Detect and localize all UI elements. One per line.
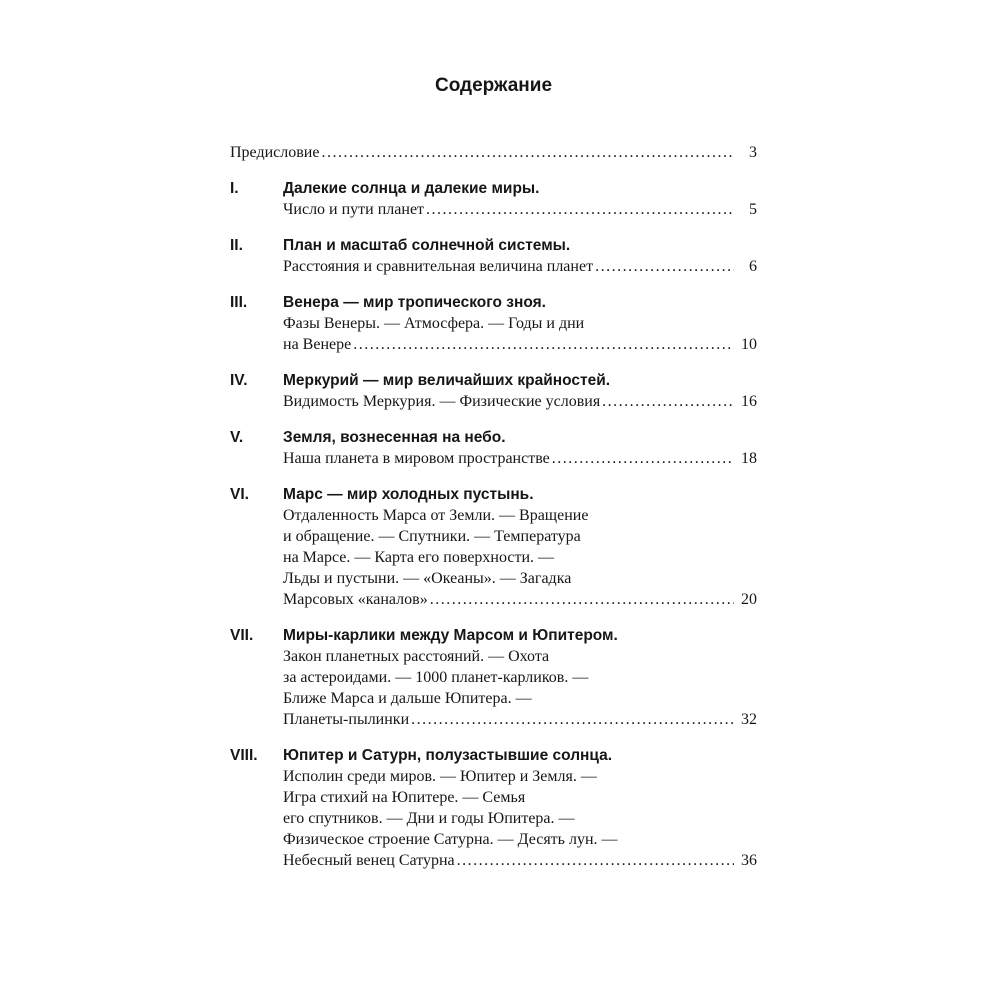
toc-line (283, 505, 757, 526)
dot-leader (457, 850, 734, 871)
chapter-title: План и масштаб солнечной системы. (283, 237, 571, 254)
toc-line (283, 829, 757, 850)
dot-leader (552, 448, 734, 469)
page-number: 32 (741, 711, 757, 728)
toc-line-text: на Венере (283, 336, 352, 353)
chapter-numeral: V. (230, 429, 244, 446)
page-title: Содержание (434, 75, 553, 96)
page-number: 36 (741, 852, 757, 869)
toc-line-text: Льды и пустыни. — «Океаны». — Загадка (283, 570, 572, 587)
toc-line-text: Ближе Марса и дальше Юпитера. — (283, 690, 532, 707)
toc-entry-4 (230, 370, 757, 412)
toc-line-text: Небесный венец Сатурна (283, 852, 455, 869)
toc-entry-8 (230, 745, 757, 871)
dot-leader (595, 256, 734, 277)
page-number: 10 (741, 336, 757, 353)
toc-line-text: Наша планета в мировом пространстве (283, 450, 550, 467)
toc-line-text: Число и пути планет (283, 201, 425, 218)
chapter-numeral: I. (230, 180, 239, 197)
toc-line (283, 334, 757, 355)
toc-entry-7 (230, 625, 757, 730)
chapter-numeral: IV. (230, 372, 248, 389)
toc-line (283, 646, 757, 667)
toc-line (283, 526, 757, 547)
chapter-title: Марс — мир холодных пустынь. (283, 486, 534, 503)
toc-line (283, 808, 757, 829)
toc-line-text: Физическое строение Сатурна. — Десять лун. — (283, 831, 618, 848)
toc-line-text: Видимость Меркурия. — Физические условия (283, 393, 601, 410)
toc-line (230, 142, 757, 163)
toc-line (283, 688, 757, 709)
chapter-numeral: III. (230, 294, 248, 311)
chapter-numeral: II. (230, 237, 243, 254)
toc-line-text: за астероидами. — 1000 планет-карликов. — (283, 669, 589, 686)
toc-line-text: Расстояния и сравнительная величина планет (283, 258, 594, 275)
toc-line-text: и обращение. — Спутники. — Температура (283, 528, 581, 545)
toc-line-text: Марсовых «каналов» (283, 591, 428, 608)
page-number: 20 (741, 591, 757, 608)
toc-entry-6 (230, 484, 757, 610)
toc-line (283, 667, 757, 688)
toc-entry-2 (230, 235, 757, 277)
chapter-numeral: VI. (230, 486, 249, 503)
toc-line (283, 850, 757, 871)
toc-entry-3 (230, 292, 757, 355)
page-number: 6 (749, 258, 757, 275)
toc-line-text: его спутников. — Дни и годы Юпитера. — (283, 810, 575, 827)
chapter-title: Меркурий — мир величайших крайностей. (283, 372, 611, 389)
dot-leader (411, 709, 734, 730)
toc-content (230, 76, 757, 886)
toc-line (283, 766, 757, 787)
page-number: 18 (741, 450, 757, 467)
dot-leader (426, 199, 734, 220)
toc-line (283, 199, 757, 220)
toc-line (283, 709, 757, 730)
toc-line-text: Игра стихий на Юпитере. — Семья (283, 789, 526, 806)
dot-leader (430, 589, 734, 610)
toc-line-text: Планеты-пылинки (283, 711, 410, 728)
toc-line-text: Фазы Венеры. — Атмосфера. — Годы и дни (283, 315, 585, 332)
toc-line-text: Исполин среди миров. — Юпитер и Земля. — (283, 768, 597, 785)
chapter-title: Юпитер и Сатурн, полузастывшие солнца. (283, 747, 613, 764)
toc-line (283, 313, 757, 334)
toc-line-text: Закон планетных расстояний. — Охота (283, 648, 550, 665)
dot-leader (353, 334, 734, 355)
toc-entry-5 (230, 427, 757, 469)
page-number: 3 (749, 144, 757, 161)
page-number: 5 (749, 201, 757, 218)
chapter-numeral: VIII. (230, 747, 258, 764)
page-number: 16 (741, 393, 757, 410)
toc-entry-preface (230, 142, 757, 163)
chapter-title: Венера — мир тропического зноя. (283, 294, 546, 311)
toc-line (283, 787, 757, 808)
chapter-title: Миры-карлики между Марсом и Юпитером. (283, 627, 618, 644)
chapter-title: Далекие солнца и далекие миры. (283, 180, 540, 197)
toc-line (283, 568, 757, 589)
chapter-title: Земля, вознесенная на небо. (283, 429, 506, 446)
toc-line (283, 547, 757, 568)
toc-line (283, 448, 757, 469)
toc-line (283, 256, 757, 277)
chapter-numeral: VII. (230, 627, 254, 644)
toc-line (283, 589, 757, 610)
toc-line (283, 391, 757, 412)
toc-line-text: на Марсе. — Карта его поверхности. — (283, 549, 555, 566)
toc-line-text: Отдаленность Марса от Земли. — Вращение (283, 507, 589, 524)
dot-leader (321, 142, 734, 163)
toc-entry-1 (230, 178, 757, 220)
toc-line-text: Предисловие (230, 144, 320, 161)
dot-leader (602, 391, 734, 412)
